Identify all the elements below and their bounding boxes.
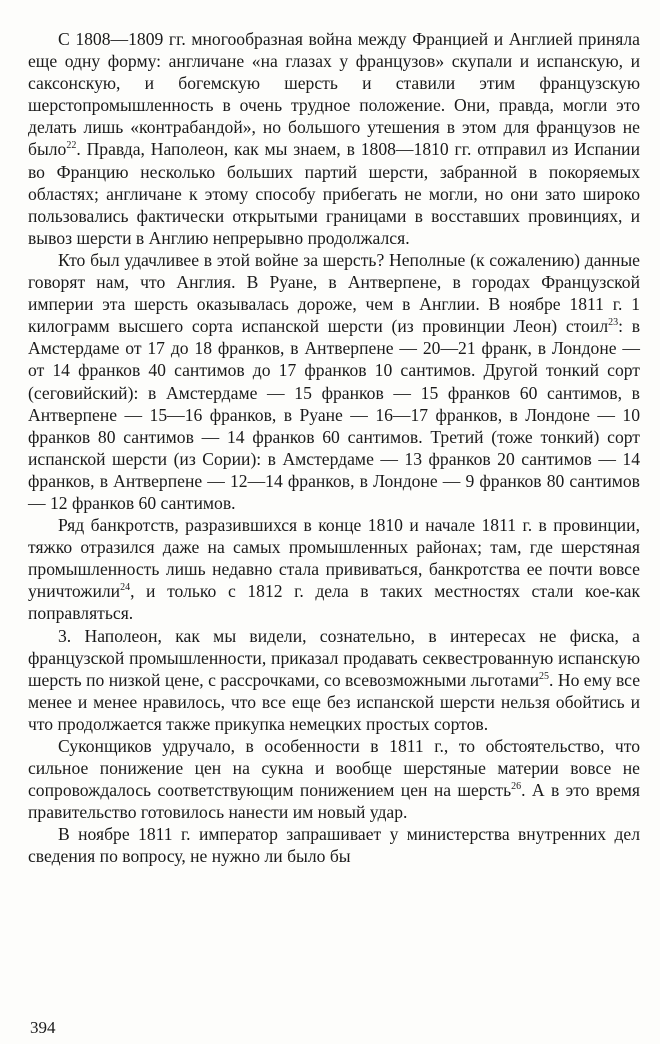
footnote-reference[interactable]: 22 [66,140,77,152]
paragraph-text: . Но ему все менее и менее нравилось, что все еще без испанской шерсти нельзя обойтись и что продолжается также прикупка немецких простых сортов. [28,669,641,734]
paragraph [28,28,640,249]
paragraph-text: С 1808—1809 гг. многообразная война между Францией и Англией приняла еще одну форму: англичане «на глазах у французов» скупали и испанскую, и саксонскую, и богемскую шерсть и ставили этим французскую шерстопромышленность в очень трудное положение. Они, правда, могли это делать лишь «контрабандой», но большого утешения в этом для французов не было [28,29,640,160]
paragraph-text: Суконщиков удручало, в особенности в 1811 г., то обстоятельство, что сильное понижение цен на сукна и вообще шерстяные материи вовсе не сопровождалось соответствующим понижением цен на шерсть [28,736,640,801]
paragraph-text: В ноябре 1811 г. император запрашивает у министерства внутренних дел сведения по вопросу, не нужно ли было бы [28,824,640,867]
footnote-reference[interactable]: 25 [539,670,550,682]
paragraph-text: 3. Наполеон, как мы видели, сознательно, в интересах не фиска, а французской промышленности, приказал продавать секвестрованную испанскую шерсть по низкой цене, с рассрочками, со всевозможными льготами [28,625,640,690]
paragraph-text: Кто был удачливее в этой войне за шерсть? Неполные (к сожалению) данные говорят нам, что Англия. В Руане, в Антверпене, в городах Французской империи эта шерсть оказывалась дороже, чем в Англии. В ноябре 1811 г. 1 килограмм высшего сорта испанской шерсти (из провинции Леон) стоил [28,249,640,337]
paragraph-text: . А в это время правительство готовилось нанести им новый удар. [28,780,640,823]
paragraph [28,249,640,514]
page-body-text [28,28,640,868]
paragraph-text: , и только с 1812 г. дела в таких местностях стали кое-как поправляться. [28,581,640,624]
footnote-reference[interactable]: 23 [608,317,619,329]
page-number: 394 [30,1018,56,1037]
paragraph-text: : в Амстердаме от 17 до 18 франков, в Антверпене — 20—21 франк, в Лондоне — от 14 франков 40 сантимов до 17 франков 10 сантимов. Другой тонкий сорт (сеговийский): в Амстердаме — 15 франков — 15 франков 60 сантимов, в Антверпене — 15—16 франков, в Руане — 16—17 франков, в Лондоне — 10 франков 80 сантимов — 14 франков 60 сантимов. Третий (тоже тонкий) сорт испанской шерсти (из Сории): в Амстердаме — 13 франков 20 сантимов — 14 франков, в Антверпене — 12—14 франков, в Лондоне — 9 франков 80 сантимов — 12 франков 60 сантимов. [28,316,640,513]
paragraph [28,625,640,735]
paragraph [28,735,640,823]
paragraph-text: Ряд банкротств, разразившихся в конце 1810 и начале 1811 г. в провинции, тяжко отразился даже на самых промышленных районах; там, где шерстяная промышленность лишь недавно стала прививаться, банкротства ее почти вовсе уничтожили [28,515,640,602]
paragraph [28,514,640,624]
footnote-reference[interactable]: 24 [120,582,131,594]
paragraph [28,823,640,867]
footnote-reference[interactable]: 26 [511,781,522,793]
paragraph-text: . Правда, Наполеон, как мы знаем, в 1808—1810 гг. отправил из Испании во Францию несколько больших партий шерсти, забранной в покоряемых областях; англичане к этому способу прибегать не могли, но они зато широко пользовались фактически открытыми границами в восставших провинциях, и вывоз шерсти в Англию непрерывно продолжался. [28,139,640,248]
